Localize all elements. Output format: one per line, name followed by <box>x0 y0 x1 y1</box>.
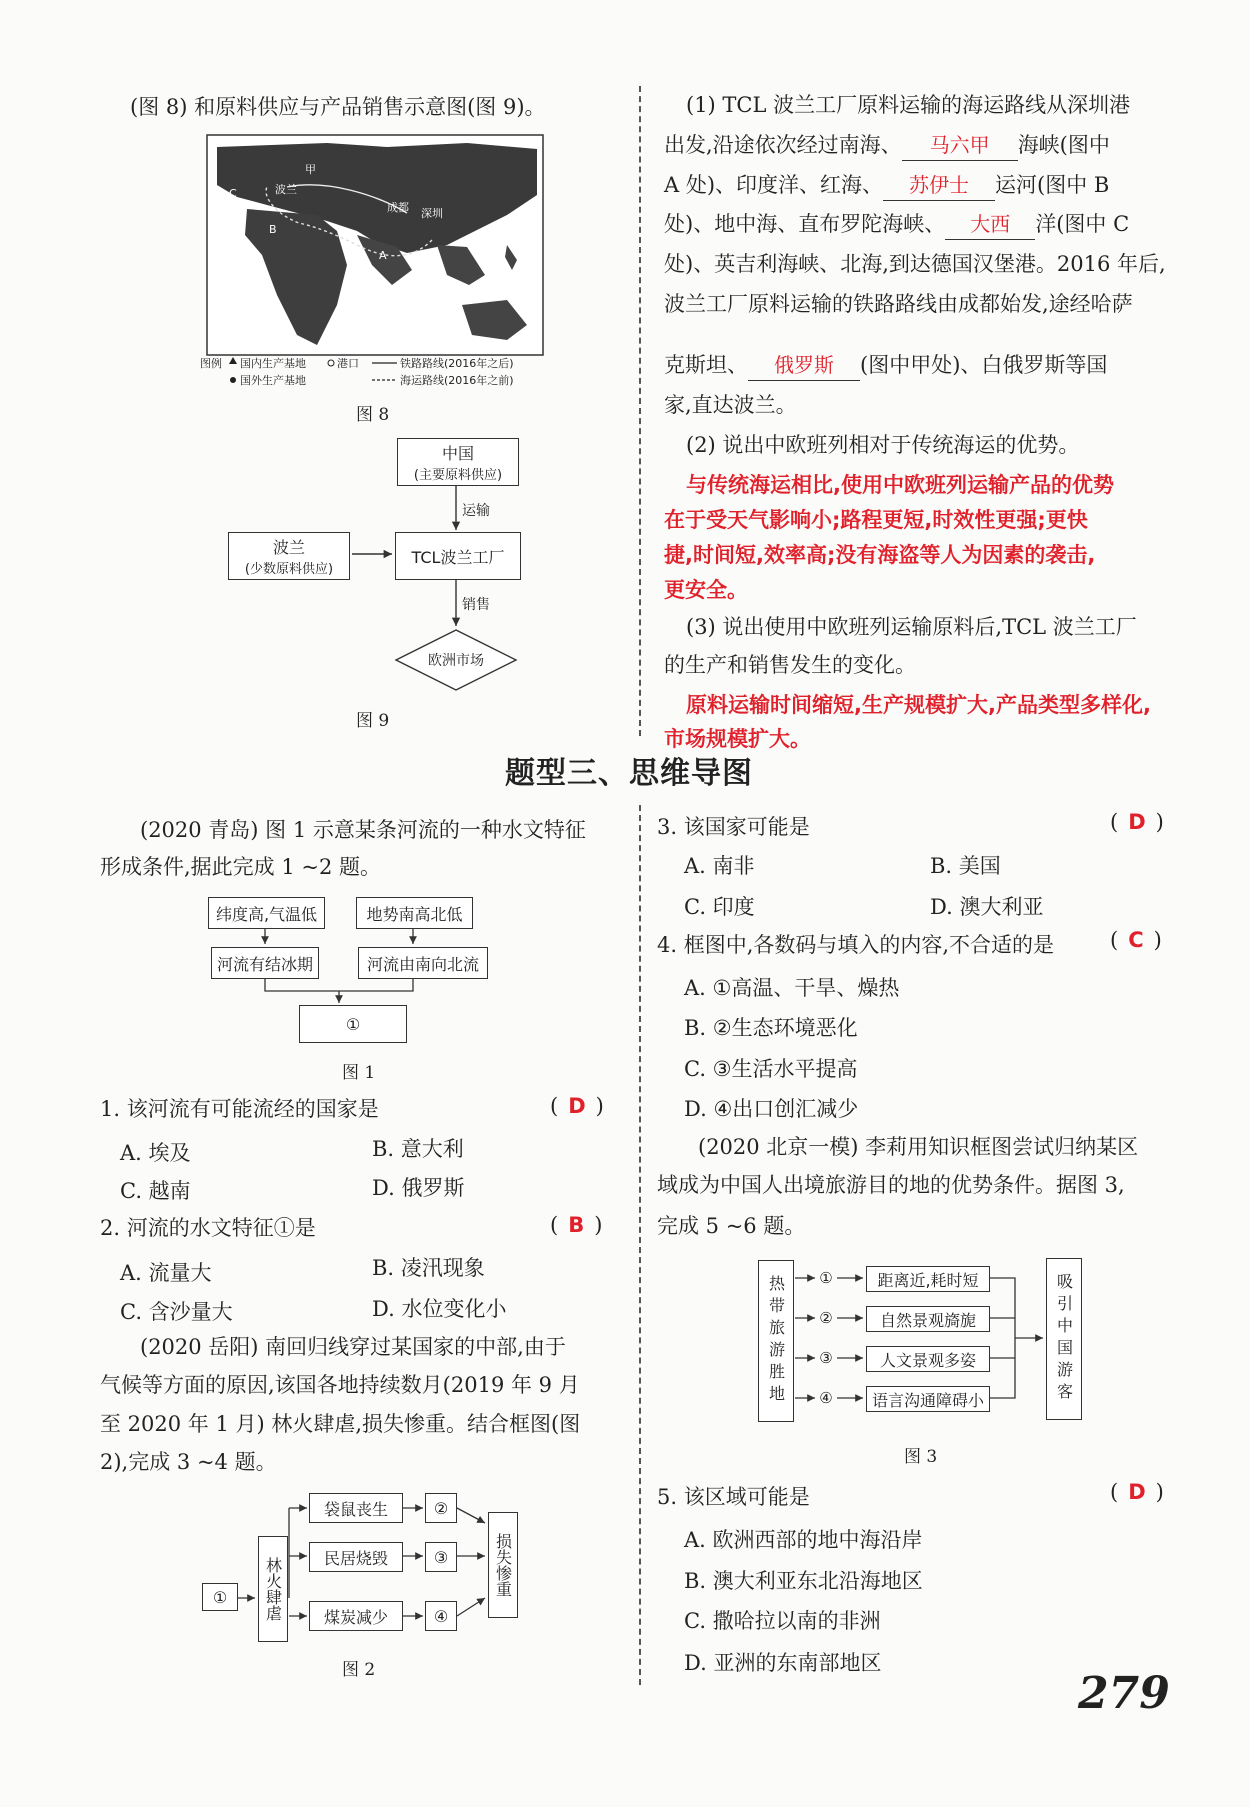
q1-line8: 家,直达波兰。 <box>664 393 797 417</box>
fig3-num-2: ② <box>819 1309 833 1327</box>
q4-option-d: D. ④出口创汇减少 <box>684 1097 859 1121</box>
legend-sea: 海运路线(2016年之前) <box>400 374 514 387</box>
fig1-box-latitude-label: 纬度高,气温低 <box>215 904 318 924</box>
fig9-china-label: 中国 <box>441 444 474 463</box>
q3-right-question: 3. 该国家可能是 <box>657 815 810 839</box>
q5-answer-bracket: ( D ) <box>1110 1480 1164 1504</box>
map-label-shenzhen: 深圳 <box>421 207 443 220</box>
fig9-factory-box <box>395 532 521 580</box>
q3-option-c: C. 印度 <box>684 895 755 919</box>
legend-domestic-base: 国内生产基地 <box>240 357 306 370</box>
intro-line: (图 8) 和原料供应与产品销售示意图(图 9)。 <box>130 95 546 119</box>
q3-answer: D <box>1128 810 1146 834</box>
fig2-middle-box <box>258 1536 288 1642</box>
intro2-line4: 2),完成 3 ~4 题。 <box>100 1450 277 1474</box>
fig2-box-2 <box>425 1493 457 1523</box>
fig2-box-house-label: 民居烧毁 <box>323 1548 388 1568</box>
q2-answer-line3: 捷,时间短,效率高;没有海盗等人为因素的袭击, <box>664 543 1096 567</box>
fig3-right-box <box>1046 1258 1082 1420</box>
q4-option-a: A. ①高温、干旱、燥热 <box>684 976 900 1000</box>
fig3-left-label: 热带旅游胜地 <box>766 1275 786 1407</box>
q1-line4-a: 处)、地中海、直布罗陀海峡、 <box>664 212 946 236</box>
fig9-poland-box <box>228 532 350 580</box>
fig1-box-freeze-label: 河流有结冰期 <box>216 954 313 974</box>
fig9-poland-sub: (少数原料供应) <box>244 562 334 577</box>
fig3-box-nature-label: 自然景观旖旎 <box>879 1310 976 1330</box>
fig2-box-coal-label: 煤炭减少 <box>323 1607 388 1627</box>
q3-option-d: D. 澳大利亚 <box>930 895 1044 919</box>
legend-foreign-base: 国外生产基地 <box>240 374 306 387</box>
q1-line2-a: 出发,沿途依次经过南海、 <box>664 133 902 157</box>
q2-answer-line4: 更安全。 <box>664 578 748 602</box>
q1-line7-b: (图中甲处)、白俄罗斯等国 <box>860 353 1108 377</box>
fig2-box-3-label: ③ <box>433 1547 449 1567</box>
fig2-box-kangaroo <box>309 1493 403 1523</box>
q1-option-c: C. 越南 <box>120 1179 191 1203</box>
answer-blank-atlantic: 大西 <box>945 209 1035 240</box>
fig2-box-kangaroo-label: 袋鼠丧生 <box>323 1499 388 1519</box>
fig3-box-distance-label: 距离近,耗时短 <box>877 1270 979 1290</box>
q5-answer: D <box>1128 1480 1146 1504</box>
fig9-sales-label: 销售 <box>462 597 490 613</box>
fig9-caption: 图 9 <box>356 711 390 731</box>
q5-question: 5. 该区域可能是 <box>657 1485 810 1509</box>
answer-blank-malacca: 马六甲 <box>902 130 1018 161</box>
q3-answer-line2: 市场规模扩大。 <box>664 727 811 751</box>
q4-option-b: B. ②生态环境恶化 <box>684 1016 858 1040</box>
intro2-line2: 气候等方面的原因,该国各地持续数月(2019 年 9 月 <box>100 1373 580 1397</box>
q1-option-d: D. 俄罗斯 <box>372 1176 465 1200</box>
q1-line7-a: 克斯坦、 <box>664 353 748 377</box>
fig2-start-label: ① <box>212 1587 228 1607</box>
fig9-poland-label: 波兰 <box>272 538 305 557</box>
fig3-box-nature <box>866 1306 990 1332</box>
fig1-box-terrain <box>356 897 473 929</box>
intro2-line1: (2020 岳阳) 南回归线穿过某国家的中部,由于 <box>140 1335 566 1359</box>
q1-line5: 处)、英吉利海峡、北海,到达德国汉堡港。2016 年后, <box>664 252 1166 276</box>
fig9-china-box <box>397 438 519 486</box>
map-label-chengdu: 成都 <box>387 201 409 214</box>
fig2-middle-label: 林火肆虐 <box>263 1557 283 1621</box>
fig3-box-language <box>866 1386 990 1412</box>
q2-answer: B <box>568 1213 585 1237</box>
q2-answer-line2: 在于受天气影响小;路程更短,时效性更强;更快 <box>664 508 1088 532</box>
q1-line3 <box>664 170 1109 201</box>
fig1-box-feature-label: ① <box>345 1014 361 1034</box>
q1-line2-b: 海峡(图中 <box>1017 133 1110 157</box>
fig1-box-feature <box>299 1005 407 1043</box>
fig1-box-northward-label: 河流由南向北流 <box>366 954 479 974</box>
section-title: 题型三、思维导图 <box>505 756 753 791</box>
q4-option-c: C. ③生活水平提高 <box>684 1057 858 1081</box>
fig3-box-language-label: 语言沟通障碍小 <box>871 1390 984 1410</box>
q1-line4 <box>664 209 1129 240</box>
fig1-box-freeze <box>211 947 319 979</box>
q1-question: 1. 该河流有可能流经的国家是 <box>100 1097 379 1121</box>
q4-answer: C <box>1128 928 1144 952</box>
q4-answer-bracket: ( C ) <box>1110 928 1162 952</box>
q2-answer-bracket: ( B ) <box>550 1213 603 1237</box>
column-divider-top <box>639 86 641 736</box>
fig3-num-3: ③ <box>819 1349 833 1367</box>
fig8-caption: 图 8 <box>356 405 390 425</box>
page-number: 279 <box>1078 1668 1170 1719</box>
q2-option-b: B. 凌汛现象 <box>372 1256 485 1280</box>
map-label-c: C <box>229 187 237 200</box>
foreign-base-icon <box>230 377 236 383</box>
q5-option-a: A. 欧洲西部的地中海沿岸 <box>684 1528 923 1552</box>
q3-question-line1: (3) 说出使用中欧班列运输原料后,TCL 波兰工厂 <box>686 615 1137 639</box>
q5-option-c: C. 撒哈拉以南的非洲 <box>684 1609 881 1633</box>
q5-option-d: D. 亚洲的东南部地区 <box>684 1651 882 1675</box>
port-icon <box>328 360 334 366</box>
q1-line4-b: 洋(图中 C <box>1035 212 1130 236</box>
fig3-caption: 图 3 <box>904 1447 938 1467</box>
fig2-box-coal <box>309 1601 403 1631</box>
intro1-line1: (2020 青岛) 图 1 示意某条河流的一种水文特征 <box>140 818 586 842</box>
q2-option-a: A. 流量大 <box>120 1261 212 1285</box>
fig1-box-northward <box>358 947 488 979</box>
map-label-b: B <box>269 223 277 236</box>
fig9-transport-label: 运输 <box>462 503 490 519</box>
fig2-box-4-label: ④ <box>433 1606 449 1626</box>
fig2-start-box <box>202 1583 238 1611</box>
intro3-line2: 域成为中国人出境旅游目的地的优势条件。据图 3, <box>657 1173 1125 1197</box>
column-divider-bottom <box>639 805 641 1685</box>
fig2-box-3 <box>425 1542 457 1572</box>
q1-option-b: B. 意大利 <box>372 1137 464 1161</box>
q4-question: 4. 框图中,各数码与填入的内容,不合适的是 <box>657 933 1055 957</box>
fig3-box-distance <box>866 1266 990 1292</box>
intro3-line1: (2020 北京一模) 李莉用知识框图尝试归纳某区 <box>698 1135 1139 1159</box>
q2-answer-line1: 与传统海运相比,使用中欧班列运输产品的优势 <box>686 473 1114 497</box>
fig2-box-2-label: ② <box>433 1498 449 1518</box>
q1-line2 <box>664 130 1110 161</box>
intro3-line3: 完成 5 ~6 题。 <box>657 1214 806 1238</box>
fig3-num-1: ① <box>819 1269 833 1287</box>
q2-question: (2) 说出中欧班列相对于传统海运的优势。 <box>686 433 1080 457</box>
q1-line6: 波兰工厂原料运输的铁路路线由成都始发,途经哈萨 <box>664 292 1133 316</box>
domestic-base-icon <box>229 357 237 364</box>
q2-left-question: 2. 河流的水文特征①是 <box>100 1216 316 1240</box>
fig2-box-house <box>309 1542 403 1572</box>
q3-question-line2: 的生产和销售发生的变化。 <box>664 653 916 677</box>
intro1-line2: 形成条件,据此完成 1 ~2 题。 <box>100 855 382 879</box>
q1-line3-b: 运河(图中 B <box>995 173 1110 197</box>
q1-answer-bracket: ( D ) <box>550 1094 604 1118</box>
q5-option-b: B. 澳大利亚东北沿海地区 <box>684 1569 923 1593</box>
fig2-box-4 <box>425 1601 457 1631</box>
q1-line1: (1) TCL 波兰工厂原料运输的海运路线从深圳港 <box>686 93 1131 117</box>
map-label-jia: 甲 <box>305 163 316 176</box>
world-map-figure <box>200 135 543 387</box>
answer-blank-suez: 苏伊士 <box>883 170 995 201</box>
map-label-poland: 波兰 <box>275 183 297 196</box>
q1-option-a: A. 埃及 <box>120 1141 191 1165</box>
fig3-num-4: ④ <box>819 1389 833 1407</box>
fig3-right-label: 吸引中国游客 <box>1054 1273 1074 1405</box>
fig1-box-terrain-label: 地势南高北低 <box>366 904 463 924</box>
fig3-box-culture <box>866 1346 990 1372</box>
answer-blank-russia: 俄罗斯 <box>748 350 860 381</box>
fig3-box-culture-label: 人文景观多姿 <box>879 1350 976 1370</box>
fig3-left-box <box>758 1260 794 1422</box>
fig1-box-latitude <box>208 897 325 929</box>
q3-option-a: A. 南非 <box>684 854 755 878</box>
fig2-end-label: 损失惨重 <box>493 1533 513 1597</box>
legend-rail: 铁路路线(2016年之后) <box>400 357 514 370</box>
q1-line7 <box>664 350 1107 381</box>
intro2-line3: 至 2020 年 1 月) 林火肆虐,损失惨重。结合框图(图 <box>100 1412 581 1436</box>
q2-option-c: C. 含沙量大 <box>120 1300 233 1324</box>
q1-line3-a: A 处)、印度洋、红海、 <box>664 173 884 197</box>
q2-option-d: D. 水位变化小 <box>372 1297 507 1321</box>
q3-answer-line1: 原料运输时间缩短,生产规模扩大,产品类型多样化, <box>686 693 1151 717</box>
fig2-caption: 图 2 <box>342 1660 376 1680</box>
map-label-a: A <box>379 249 387 262</box>
q1-answer: D <box>568 1094 586 1118</box>
fig2-end-box <box>488 1512 518 1618</box>
legend-port: 港口 <box>337 357 359 370</box>
fig9-market-label: 欧洲市场 <box>428 653 484 669</box>
fig1-caption: 图 1 <box>342 1063 376 1083</box>
fig9-factory-label: TCL波兰工厂 <box>411 547 505 567</box>
q3-option-b: B. 美国 <box>930 854 1001 878</box>
fig9-china-sub: (主要原料供应) <box>413 468 503 483</box>
legend-title: 图例 <box>200 357 222 370</box>
q3-answer-bracket: ( D ) <box>1110 810 1164 834</box>
